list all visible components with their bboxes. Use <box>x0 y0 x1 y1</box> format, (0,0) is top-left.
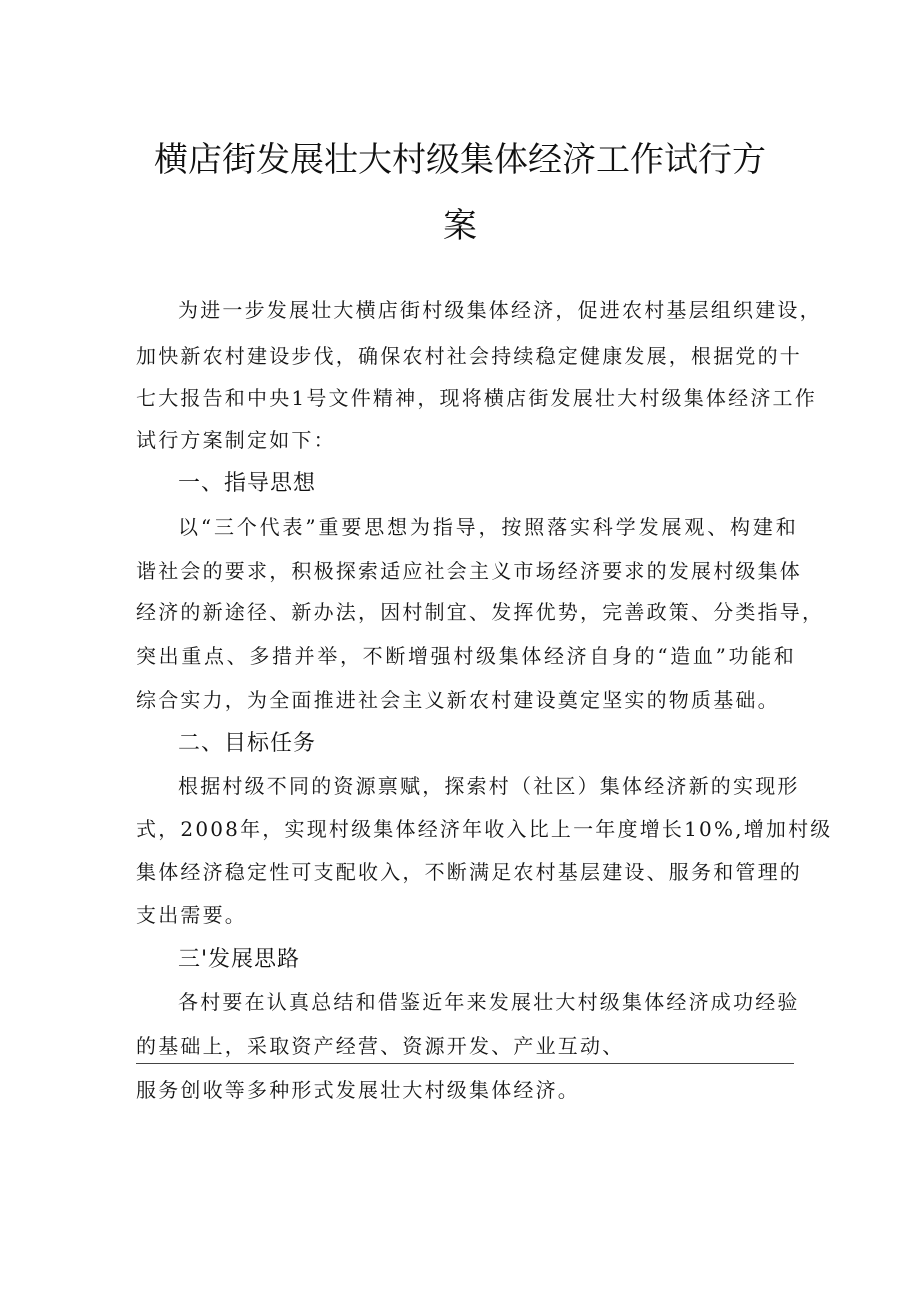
section1-line-2: 谐社会的要求，积极探索适应社会主义市场经济要求的发展村级集体 <box>136 559 802 583</box>
section3-line-3: 服务创收等多种形式发展壮大村级集体经济。 <box>136 1078 580 1102</box>
intro-line-4: 试行方案制定如下： <box>136 428 336 452</box>
section1-line-3: 经济的新途径、新办法，因村制宜、发挥优势，完善政策、分类指导， <box>136 600 825 624</box>
document-title-line-1: 横店街发展壮大村级集体经济工作试行方 <box>154 140 766 180</box>
intro-line-1: 为进一步发展壮大横店街村级集体经济，促进农村基层组织建设， <box>178 298 822 322</box>
section-heading-guiding-ideology: 一、指导思想 <box>178 471 317 496</box>
section1-line-4: 突出重点、多措并举，不断增强村级集体经济自身的“造血”功能和 <box>136 644 796 668</box>
section2-line-4: 支出需要。 <box>136 903 247 927</box>
section-heading-development-approach: 三'发展思路 <box>178 947 301 972</box>
section-heading-goals: 二、目标任务 <box>178 731 317 756</box>
section1-line-1: 以“三个代表”重要思想为指导，按照落实科学发展观、构建和 <box>178 515 798 539</box>
section3-line-1: 各村要在认真总结和借鉴近年来发展壮大村级集体经济成功经验 <box>178 990 800 1014</box>
section1-line-5: 综合实力，为全面推进社会主义新农村建设奠定坚实的物质基础。 <box>136 688 780 712</box>
section2-line-2: 式，2008年，实现村级集体经济年收入比上一年度增长10%,增加村级 <box>136 817 833 841</box>
section2-line-1: 根据村级不同的资源禀赋，探索村（社区）集体经济新的实现形 <box>178 774 800 798</box>
section3-line-2: 的基础上，采取资产经营、资源开发、产业互动、 <box>136 1034 625 1058</box>
section2-line-3: 集体经济稳定性可支配收入，不断满足农村基层建设、服务和管理的 <box>136 860 802 884</box>
document-title-line-2: 案 <box>443 206 477 246</box>
intro-line-3: 七大报告和中央1号文件精神，现将横店街发展壮大村级集体经济工作 <box>136 386 817 410</box>
horizontal-rule <box>136 1063 794 1064</box>
intro-line-2: 加快新农村建设步伐，确保农村社会持续稳定健康发展，根据党的十 <box>136 344 802 368</box>
